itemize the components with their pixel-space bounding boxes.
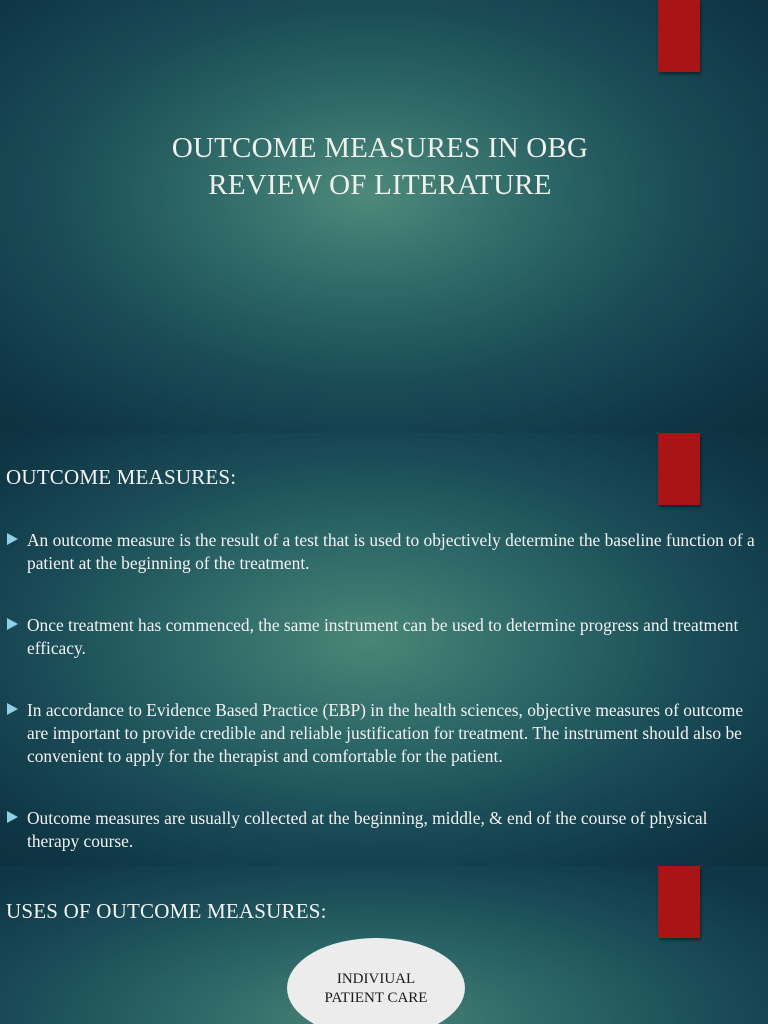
bullet-item — [0, 614, 768, 660]
oval-label-line-1: INDIVIUAL — [336, 971, 416, 987]
play-triangle-icon — [7, 703, 18, 715]
section-heading: OUTCOME MEASURES: — [6, 465, 237, 489]
slide-title — [40, 130, 720, 204]
bullet-item — [0, 807, 768, 853]
red-accent-tab — [658, 866, 700, 938]
red-accent-tab — [658, 0, 700, 72]
red-accent-tab — [658, 433, 700, 505]
slide-title-line-1: OUTCOME MEASURES IN OBG — [171, 132, 589, 164]
diagram-node-oval — [287, 938, 465, 1024]
play-triangle-icon — [7, 618, 18, 630]
bullet-text: An outcome measure is the result of a test that is used to objectively determine the baseline function of a patient at the beginning of the treatment. — [27, 530, 755, 573]
play-triangle-icon — [7, 811, 18, 823]
play-triangle-icon — [7, 533, 18, 545]
oval-label-line-2: PATIENT CARE — [324, 990, 428, 1006]
bullet-list — [0, 529, 768, 866]
bullet-item — [0, 699, 768, 768]
bullet-item — [0, 529, 768, 575]
bullet-text: In accordance to Evidence Based Practice (EBP) in the health sciences, objective measures of outcome are important to provide credible and reliable justification for treatment. The instrument should also be convenient to apply for the therapist and comfortable for the patient. — [27, 700, 744, 766]
title-slide — [0, 0, 768, 433]
bullet-text: Outcome measures are usually collected at the beginning, middle, & end of the course of physical therapy course. — [27, 808, 708, 851]
section-heading: USES OF OUTCOME MEASURES: — [6, 899, 327, 923]
outcome-measures-slide — [0, 433, 768, 866]
uses-slide — [0, 866, 768, 1024]
bullet-text: Once treatment has commenced, the same instrument can be used to determine progress and treatment efficacy. — [27, 615, 739, 658]
slide-title-line-2: REVIEW OF LITERATURE — [208, 169, 552, 201]
